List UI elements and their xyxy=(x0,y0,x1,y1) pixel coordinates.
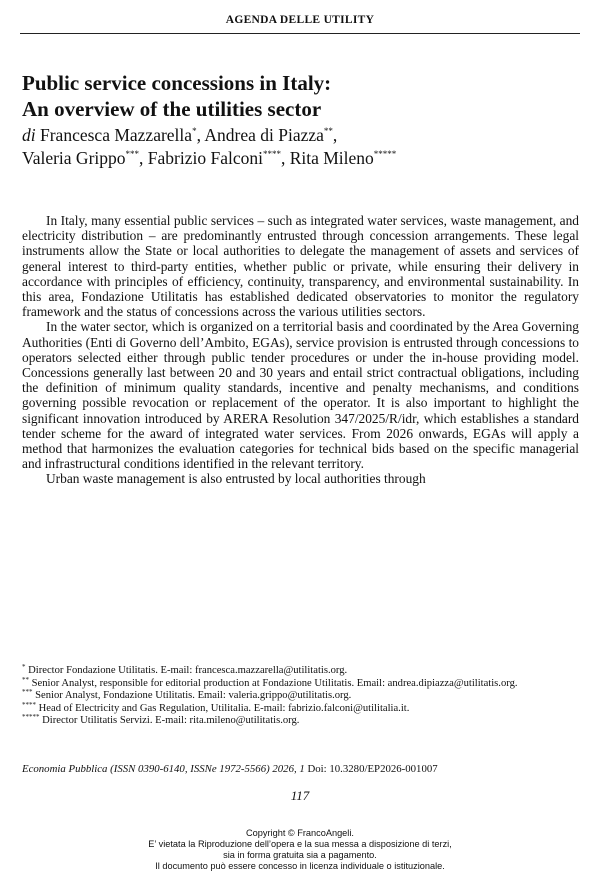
author-name: Andrea di Piazza xyxy=(204,125,324,145)
footnote xyxy=(22,700,579,716)
footnote xyxy=(22,715,579,728)
author-name: Valeria Grippo xyxy=(22,148,126,168)
journal-citation xyxy=(22,763,579,775)
body-paragraph: In Italy, many essential public services – such as integrated water services, waste management, and electricity distribution – are predominantly entrusted through concession arrangements. These legal instruments allow the State or local authorities to delegate the management of assets and services of general interest to third-party entities, whether public or private, while ensuring their delivery in accordance with principles of efficiency, continuity, transparency, and environmental sustainability. In this area, Fondazione Utilitatis has established dedicated observatories to monitor the regulatory framework and the status of concessions across the various utilities sectors. xyxy=(22,213,579,320)
footnote-text: Senior Analyst, Fondazione Utilitatis. Email: valeria.grippo@utilitatis.org. xyxy=(35,690,352,702)
footnote-mark: ** xyxy=(22,675,29,684)
body-paragraph: In the water sector, which is organized on a territorial basis and coordinated by the Area Governing Authorities (Enti di Governo dell’Ambito, EGAs), service provision is entrusted through concessions to operators selected either through public tender procedures or under the in-house providing model. Concessions generally last between 20 and 30 years and entail strict contractual obligations, including the definition of minimum quality standards, incentive and penalty mechanisms, and conditions governing possible revocation or replacement of the operator. It is also important to highlight the significant innovation introduced by ARERA Resolution 347/2025/R/idr, which establishes a standard tender scheme for the award of integrated water services. From 2026 onwards, EGAs will apply a method that harmonizes the evaluation categories for technical bids based on the specific managerial and infrastructural conditions identified in the relevant territory. xyxy=(22,319,579,472)
author-footnote-mark: ***** xyxy=(373,149,397,159)
author-name: Rita Mileno xyxy=(289,148,374,168)
author-footnote-mark: **** xyxy=(262,149,281,159)
journal-reference: Economia Pubblica (ISSN 0390-6140, ISSNe 1972-5566) 2026, 1 xyxy=(22,763,305,775)
author-separator: , xyxy=(280,148,290,168)
footnote xyxy=(22,665,579,678)
copyright-line: Il documento può essere concesso in licenza individuale o istituzionale. xyxy=(155,861,445,871)
author-name: Fabrizio Falconi xyxy=(147,148,263,168)
footnote-text: Director Fondazione Utilitatis. E-mail: francesca.mazzarella@utilitatis.org. xyxy=(28,665,348,676)
footnote xyxy=(22,690,579,703)
footnote-mark: ***** xyxy=(22,713,40,722)
author-footnote-mark: *** xyxy=(125,149,140,159)
page-number: 117 xyxy=(290,788,310,803)
footnote-mark: **** xyxy=(22,700,36,709)
article-body xyxy=(22,213,579,487)
footnotes xyxy=(22,665,579,728)
author-list xyxy=(22,124,582,170)
running-header: AGENDA DELLE UTILITY xyxy=(225,14,375,26)
article-title-line-1: Public service concessions in Italy: xyxy=(22,71,332,95)
copyright-line: sia in forma gratuita sia a pagamento. xyxy=(223,850,377,860)
footnote-text: Senior Analyst, responsible for editorial production at Fondazione Utilitatis. Email: andrea.dipiazza@utilitatis.org. xyxy=(31,677,518,689)
header-rule xyxy=(20,33,580,34)
author-name: Francesca Mazzarella xyxy=(40,125,193,145)
author-footnote-mark: ** xyxy=(323,126,333,136)
article-title xyxy=(22,70,582,122)
footnote-text: Head of Electricity and Gas Regulation, Utilitalia. E-mail: fabrizio.falconi@utilitalia.it. xyxy=(38,702,410,714)
copyright-notice xyxy=(0,828,600,872)
footnote-mark: *** xyxy=(22,688,33,697)
author-prefix: di xyxy=(22,125,36,145)
author-separator: , xyxy=(196,125,205,145)
footnote xyxy=(22,675,579,691)
copyright-line: Copyright © FrancoAngeli. xyxy=(246,828,354,838)
doi: Doi: 10.3280/EP2026-001007 xyxy=(304,763,438,775)
copyright-line: E’ vietata la Riproduzione dell’opera e la sua messa a disposizione di terzi, xyxy=(148,839,452,849)
footnote-mark: * xyxy=(22,663,26,671)
author-separator: , xyxy=(139,148,148,168)
footnote-text: Director Utilitatis Servizi. E-mail: rita.mileno@utilitatis.org. xyxy=(42,715,300,727)
body-paragraph: Urban waste management is also entrusted by local authorities through xyxy=(46,471,426,487)
author-footnote-mark: * xyxy=(192,126,197,136)
article-title-line-2: An overview of the utilities sector xyxy=(22,97,322,121)
author-separator: , xyxy=(332,125,338,145)
